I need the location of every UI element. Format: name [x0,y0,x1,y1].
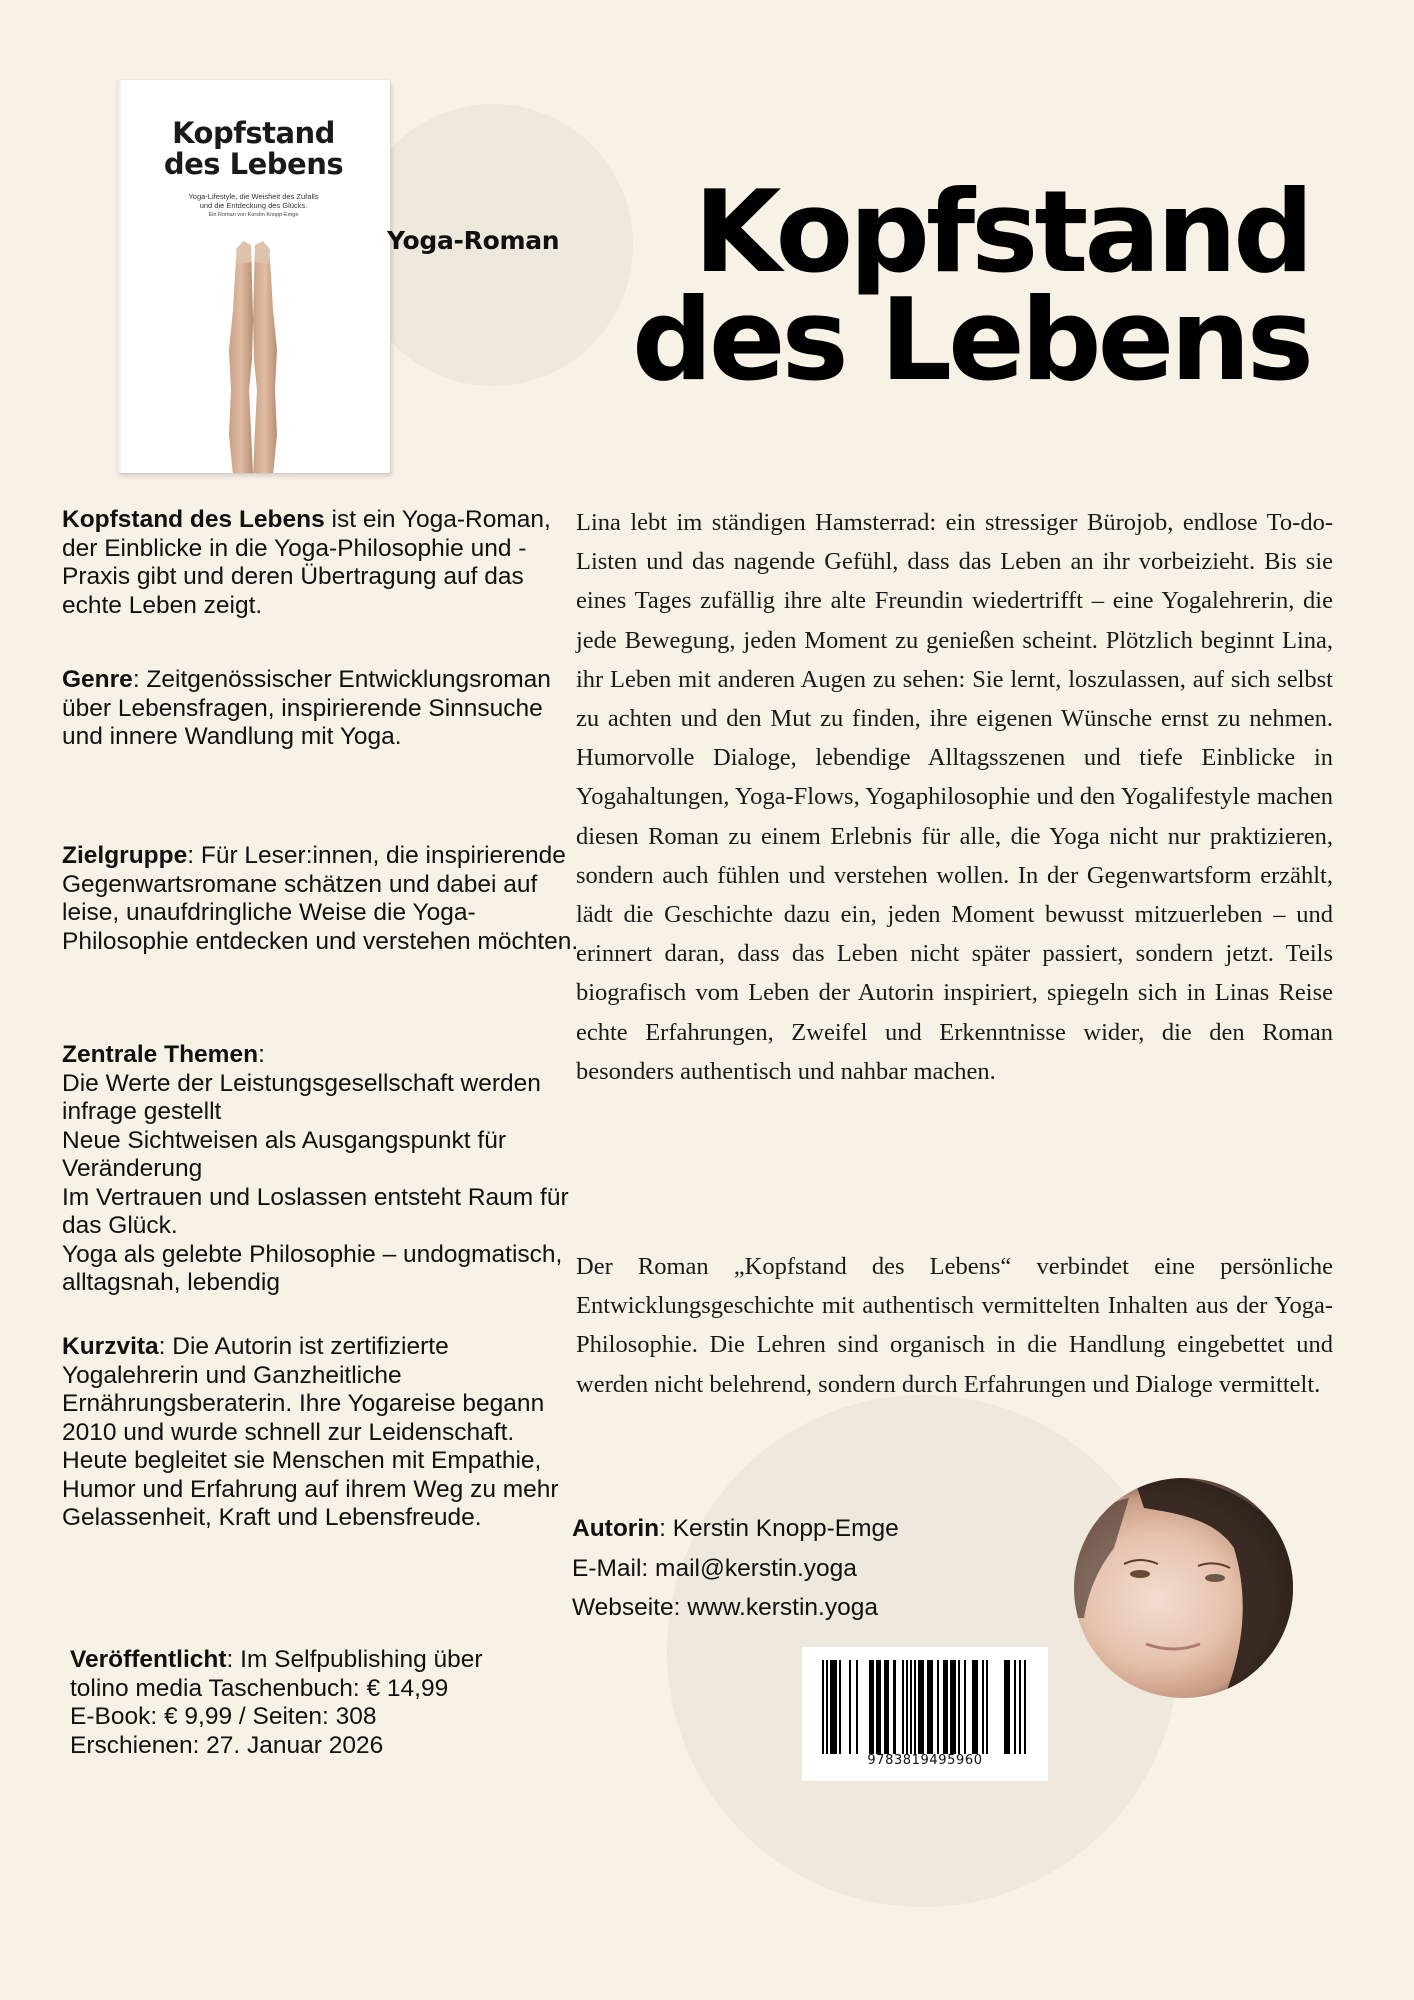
book-cover-byline: Ein Roman von Kerstin Knopp-Emge [208,212,299,218]
book-cover-subtitle [117,192,390,210]
genre-section [62,666,582,752]
book-cover-subtitle-line2: und die Entdeckung des Glücks. [199,201,308,210]
author-contact [572,1509,899,1628]
book-cover-subtitle-line1: Yoga-Lifestyle, die Weisheit des Zufalls [188,192,319,201]
portrait-illustration [1074,1478,1293,1698]
website-link[interactable]: www.kerstin.yoga [687,1594,878,1621]
theme-item: Im Vertrauen und Loslassen entsteht Raum für das Glück. [62,1183,569,1239]
website-line [572,1588,899,1628]
ebook-price-pages: E-Book: € 9,99 / Seiten: 308 [70,1703,377,1730]
intro-body: ist ein Yoga-Roman, der Einblicke in die Yoga-Philosophie und -Praxis gibt und deren Übertragung auf das echte Leben zeigt. [62,506,551,619]
target-group-label: Zielgruppe [62,842,188,869]
theme-item: Neue Sichtweisen als Ausgangspunkt für Veränderung [62,1126,506,1182]
book-cover-title-line1: Kopfstand [172,116,335,150]
isbn-number: 9783819495960 [867,1753,983,1768]
theme-item: Yoga als gelebte Philosophie – undogmatisch, alltagsnah, lebendig [62,1240,563,1296]
page-title-line2: des Lebens [631,274,1310,406]
book-cover-title [117,118,390,180]
genre-section-text: : Zeitgenössischer Entwicklungsroman über Lebensfragen, inspirierende Sinnsuche und innere Wandlung mit Yoga. [62,666,551,750]
intro-text [62,506,582,620]
release-date: Erschienen: 27. Januar 2026 [70,1731,384,1759]
intro-bold-title: Kopfstand des Lebens [62,506,325,533]
themes-section [62,1041,582,1298]
page-title [590,166,1310,406]
author-line [572,1509,899,1549]
author-vita-section [62,1333,582,1533]
book-cover-title-line2: des Lebens [163,147,344,181]
legs-illustration [213,240,293,473]
target-group-section [62,842,582,956]
publication-label: Veröffentlicht [70,1646,227,1673]
author-name: : Kerstin Knopp-Emge [659,1515,899,1542]
email-link[interactable]: mail@kerstin.yoga [655,1554,857,1582]
publication-line1: : Im Selfpublishing über [226,1646,483,1673]
author-label: Autorin [572,1515,660,1542]
synopsis-column [576,503,1333,1398]
barcode-bars-icon [822,1660,1028,1754]
vita-text: : Die Autorin ist zertifizierte Yogalehrerin und Ganzheitliche Ernährungsberaterin. Ihre Yogareise begann 2010 und wurde schnell zur Leidenschaft. Heute begleitet sie Menschen mit Empathie, Humor und Erfahrung auf ihrem Weg zu mehr Gelassenheit, Kraft und Lebensfreude. [62,1333,559,1531]
author-photo [1074,1478,1293,1698]
email-line [572,1549,899,1589]
genre-section-label: Genre [62,666,133,693]
synopsis-paragraph: Lina lebt im ständigen Hamsterrad: ein stressiger Bürojob, endlose To-do-Listen und das nagende Gefühl, dass das Leben an ihr vorbeizieht. Bis sie eines Tages zufällig ihre alte Freundin wiedertrifft – eine Yogalehrerin, die jede Bewegung, jeden Moment zu genießen scheint. Plötzlich beginnt Lina, ihr Leben mit anderen Augen zu sehen: Sie lernt, loszulassen, auf sich selbst zu achten und den Mut zu finden, ihre eigenen Wünsche ernst zu nehmen. Humorvolle Dialoge, lebendige Alltagsszenen und tiefe Einblicke in Yogahaltungen, Yoga-Flows, Yogaphilosophie und den Yogalifestyle machen diesen Roman zu einem Erlebnis für alle, die Yoga nicht nur praktizieren, sondern auch fühlen und verstehen wollen. In der Gegenwartsform erzählt, lädt die Geschichte dazu ein, jeden Moment bewusst mitzuerleben – und erinnert daran, dass das Leben nicht später passiert, sondern jetzt. Teils biografisch vom Leben der Autorin inspiriert, spiegeln sich in Linas Reise echte Erfahrungen, Zweifel und Erkenntnisse wider, die den Roman besonders authentisch und nahbar machen. [576,509,1333,1085]
publication-info [70,1646,590,1760]
synopsis-paragraph: Der Roman „Kopfstand des Lebens“ verbindet eine persönliche Entwicklungsgeschichte mit authentisch vermittelten Inhalten aus der Yoga-Philosophie. Die Lehren sind organisch in die Handlung eingebettet und werden nicht belehrend, sondern durch Erfahrungen und Dialoge vermittelt. [576,1253,1333,1398]
theme-item: Die Werte der Leistungsgesellschaft werden infrage gestellt [62,1069,541,1125]
email-label: E-Mail: [572,1554,656,1582]
vita-label: Kurzvita [62,1333,159,1360]
genre-label: Yoga-Roman [387,226,560,255]
target-group-text: : Für Leser:innen, die inspirierende Gegenwartsromane schätzen und dabei auf leise, unaufdringliche Weise die Yoga-Philosophie entdecken und verstehen möchten. [62,842,579,955]
themes-label-colon: : [258,1041,265,1068]
paperback-price: tolino media Taschenbuch: € 14,99 [70,1674,449,1702]
page-title-line1: Kopfstand [693,166,1310,298]
website-label: Webseite: [572,1594,688,1621]
book-cover-image [117,80,390,473]
themes-label: Zentrale Themen [62,1041,259,1068]
isbn-barcode [802,1647,1048,1781]
